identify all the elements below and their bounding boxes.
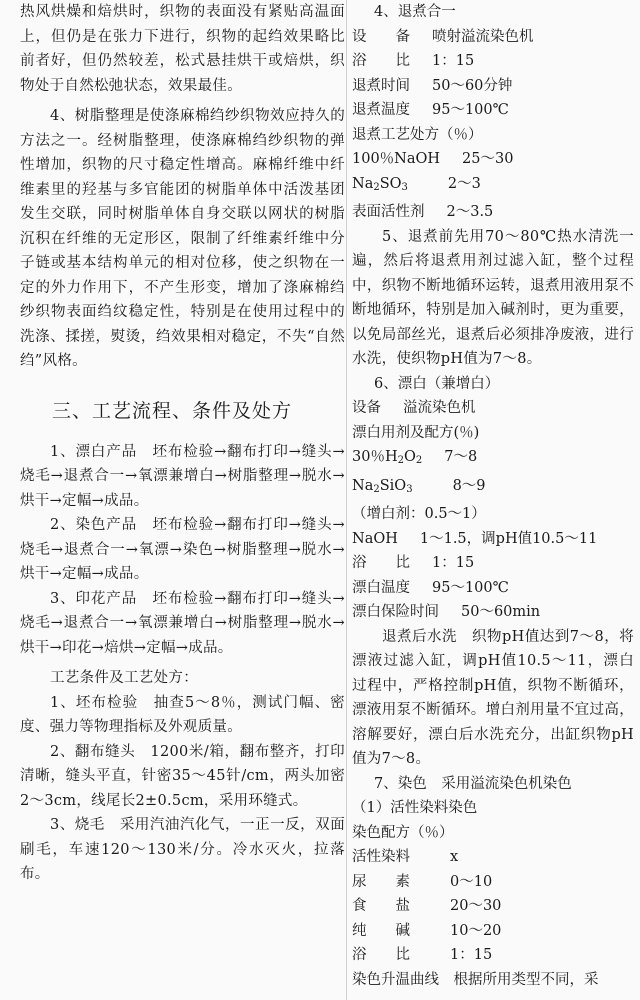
step6-recipe-label: 漂白用剂及配方(％)	[352, 424, 480, 441]
step4-equipment: 设 备 喷射溢流染色机	[352, 28, 534, 45]
step7-soda-ash: 纯 碱 10～20	[352, 922, 502, 939]
condition-singeing: 3、烧毛 采用汽油汽化气，一正一反，双面刷毛，车速120～130米/分。冷水灭火，拉落布。	[20, 817, 345, 882]
step7-urea: 尿 素 0～10	[352, 873, 493, 890]
left-column	[20, 0, 345, 1000]
step6-whitener: （增白剂：0.5～1）	[352, 506, 486, 522]
column-divider	[346, 0, 347, 1000]
right-column	[352, 0, 634, 1000]
step6-sodium-silicate: $Na_2SiO_3$ 8～9	[352, 477, 486, 495]
step4-sodium-sulfite: $Na_2SO_3$ 2～3	[352, 175, 481, 193]
condition-inspection: 1、坯布检验 抽查5～8％，测试门幅、密度、强力等物理指标及外观质量。	[20, 694, 345, 735]
step6-hydrogen-peroxide: 30％$H_2O_2$ 7～8	[352, 449, 478, 466]
step4-surfactant: 表面活性剂 2～3.5	[352, 204, 494, 220]
step6-liquor-ratio: 浴 比 1：15	[352, 555, 475, 571]
paragraph-drying: 热风烘燥和焙烘时，织物的表面没有紧贴高温面上，但仍是在张力下进行，织物的起绉效果略比前者好，但仍然较差，松式悬挂烘干或焙烘，织物处于自然松弛状态，效果最佳。	[20, 4, 345, 94]
flow-bleached: 1、漂白产品 坯布检验→翻布打印→缝头→烧毛→退煮合一→氧漂兼增白→树脂整理→脱水→烘干→定幅→成品。	[20, 443, 345, 509]
step6-title: 6、漂白（兼增白）	[374, 375, 500, 392]
conditions-title: 工艺条件及工艺处方：	[50, 670, 198, 686]
step4-temperature: 退煮温度 95～100℃	[352, 102, 509, 118]
step7-reactive-dye: 活性染料 x	[352, 849, 459, 865]
step6-naoh: NaOH 1～1.5，调pH值10.5～11	[352, 530, 598, 547]
step4-time: 退煮时间 50～60分钟	[352, 77, 513, 94]
paragraph-step6-wash: 退煮后水洗 织物pH值达到7～8，将漂液过滤入缸，调pH值10.5～11，漂白过程中，严格控制pH值，织物不断循环，漂液用泵不断循环。增白剂用量不宜过高，溶解要好，漂白后水洗充分，出缸织物pH值为7～8。	[352, 628, 634, 767]
step4-title: 4、退煮合一	[374, 4, 456, 20]
step4-liquor-ratio: 浴 比 1：15	[352, 53, 475, 69]
flow-dyed: 2、染色产品 坯布检验→翻布打印→缝头→烧毛→退煮合一→氧漂→染色→树脂整理→脱水→烘干→定幅→成品。	[20, 517, 345, 582]
step7-recipe-label: 染色配方（％）	[352, 824, 454, 841]
step7-salt: 食 盐 20～30	[352, 898, 502, 914]
condition-sewing: 2、翻布缝头 1200米/箱，翻布整齐，打印清晰，缝头平直，针密35～45针/cm，两头加密2～3cm，线尾长2±0.5cm，采用环缝式。	[20, 743, 345, 809]
step7-liquor-ratio: 浴 比 1：15	[352, 947, 493, 963]
step4-naoh: 100％NaOH 25～30	[352, 151, 514, 167]
paragraph-resin-finishing: 4、树脂整理是使涤麻棉绉纱织物效应持久的方法之一。经树脂整理，使涤麻棉绉纱织物的弹性增加，织物的尺寸稳定性增高。麻棉纤维中纤维素里的羟基与多官能团的树脂单体中活泼基团发生交联，同时树脂单体自身交联以网状的树脂沉积在纤维的无定形区，限制了纤维素纤维中分子链或基本结构单元的相对位移，使之织物在一定的外力作用下，不产生形变，增加了涤麻棉绉纱织物表面绉纹稳定性，特别是在使用过程中的洗涤、揉搓，熨烫，绉效果相对稳定，不失“自然绉”风格。	[20, 108, 345, 369]
step7-heating-curve: 染色升温曲线 根据所用类型不同，采	[352, 971, 599, 988]
paragraph-step5: 5、退煮前先用70～80℃热水清洗一遍，然后将退煮用剂过滤入缸，整个过程中，织物不断地循环运转，退煮用液用泵不断地循环，特别是加入碱剂时，更为重要，以免局部丝光，退煮后必须排净废液，进行水洗，使织物pH值为7～8。	[352, 228, 634, 367]
step7-title: 7、染色 采用溢流染色机染色	[374, 775, 572, 792]
step4-recipe-label: 退煮工艺处方（％）	[352, 126, 483, 143]
step6-equipment: 设备 溢流染色机	[352, 400, 476, 416]
flow-printed: 3、印花产品 坯布检验→翻布打印→缝头→烧毛→退煮合一→氧漂兼增白→树脂整理→脱水→烘干→印花→焙烘→定幅→成品。	[20, 590, 345, 656]
step6-hold-time: 漂白保险时间 50～60min	[352, 604, 541, 620]
section-heading: 三、工艺流程、条件及处方	[52, 399, 293, 422]
step6-temperature: 漂白温度 95～100℃	[352, 579, 509, 596]
step7-subtitle: （1）活性染料染色	[352, 800, 478, 816]
